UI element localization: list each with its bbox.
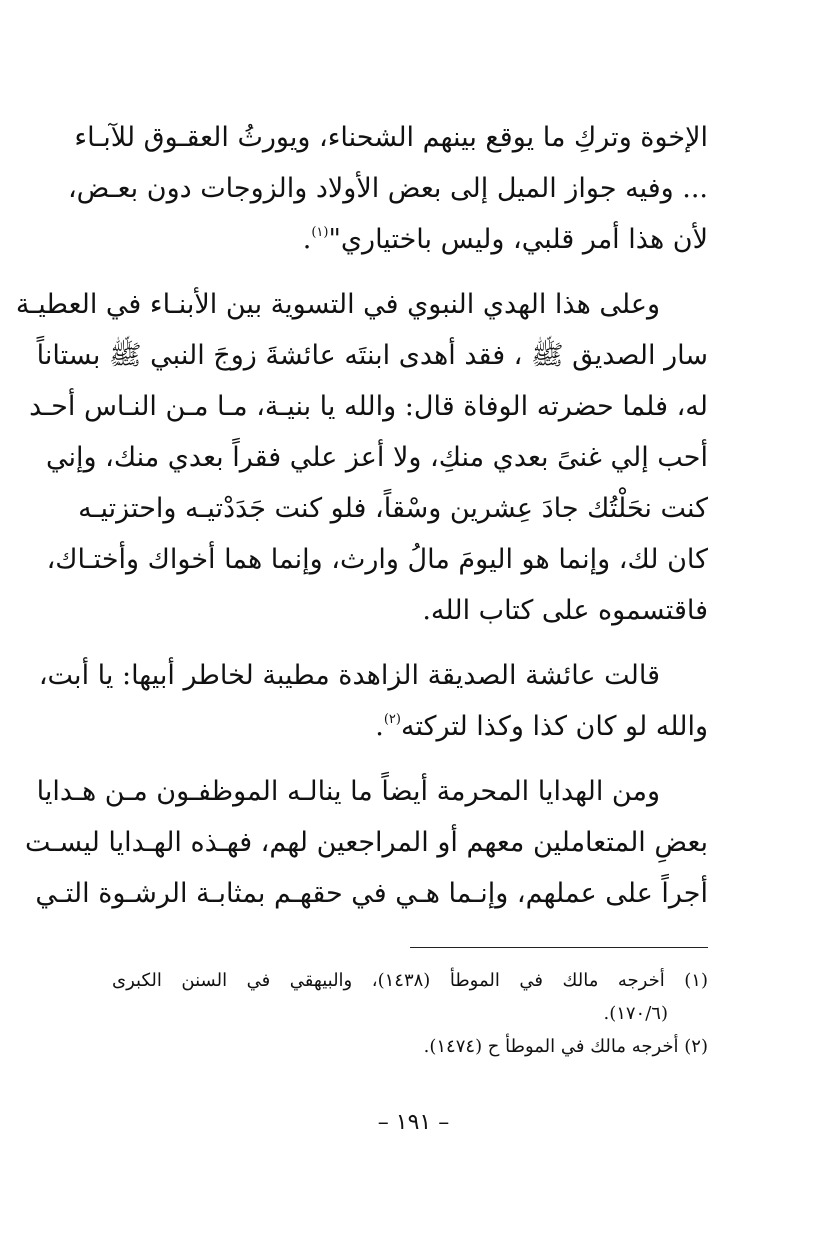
text-line: كان لك، وإنما هو اليومَ مالُ وارث، وإنما هما أخواك وأختـاك، bbox=[46, 544, 708, 575]
text-line: ومن الهدايا المحرمة أيضاً ما ينالـه الموظفـون مـن هـدايا bbox=[36, 776, 660, 807]
text-line-tail: . bbox=[302, 224, 312, 255]
footnote-1-line-1: (١) أخرجه مالك في الموطأ (١٤٣٨)، والبيهقي في السنن الكبرى bbox=[112, 970, 708, 991]
text-line-tail: . bbox=[375, 711, 384, 742]
footnote-2: (٢) أخرجه مالك في الموطأ ح (١٤٧٤). bbox=[423, 1036, 708, 1057]
text-line: فاقتسموه على كتاب الله. bbox=[422, 595, 708, 626]
footnote-separator bbox=[410, 947, 708, 948]
text-line: وعلى هذا الهدي النبوي في التسوية بين الأبنـاء في العطيـة bbox=[15, 289, 660, 320]
text-line: أحب إلي غنىً بعدي منكِ، ولا أعز علي فقراً بعدي منك، وإني bbox=[46, 442, 708, 473]
footnote-marker-1[interactable]: (١) bbox=[311, 225, 329, 240]
text-line: له، فلما حضرته الوفاة قال: والله يا بنيـة، مـا مـن النـاس أحـد bbox=[29, 391, 708, 422]
text-line bbox=[112, 701, 708, 752]
text-line bbox=[112, 214, 708, 265]
text-line: كنت نحَلْتُك جادَ عِشرين وسْقاً، فلو كنت جَدَدْتيـه واحتزتيـه bbox=[78, 493, 708, 524]
text-line-content: لأن هذا أمر قلبي، وليس باختياري" bbox=[328, 224, 708, 255]
main-text bbox=[15, 112, 708, 933]
page-number: – ١٩١ – bbox=[377, 1110, 450, 1135]
text-line: قالت عائشة الصديقة الزاهدة مطيبة لخاطر أبيها: يا أبت، bbox=[38, 660, 660, 691]
text-line: ... وفيه جواز الميل إلى بعض الأولاد والزوجات دون بعـض، bbox=[67, 173, 708, 204]
text-line-content: والله لو كان كذا وكذا لتركته bbox=[400, 711, 708, 742]
paragraph-3 bbox=[38, 650, 708, 752]
text-line: بعضِ المتعاملين معهم أو المراجعين لهم، فهـذه الهـدايا ليسـت bbox=[24, 827, 708, 858]
text-line: أجراً على عملهم، وإنـما هـي في حقهـم بمثابـة الرشـوة التـي bbox=[35, 878, 708, 909]
footnote-marker-2[interactable]: (٢) bbox=[383, 712, 401, 727]
footnote-1-line-2: (١٧٠/٦). bbox=[603, 1003, 668, 1024]
text-line: الإخوة وتركِ ما يوقع بينهم الشحناء، ويورثُ العقـوق للآبـاء bbox=[74, 122, 708, 153]
footnotes bbox=[112, 964, 708, 1063]
text-line: سار الصديق ﷺ ، فقد أهدى ابنتَه عائشةَ زوجَ النبي ﷺ بستاناً bbox=[36, 340, 708, 371]
paragraph-1 bbox=[67, 112, 708, 265]
paragraph-4 bbox=[24, 766, 708, 919]
paragraph-2 bbox=[15, 279, 708, 636]
